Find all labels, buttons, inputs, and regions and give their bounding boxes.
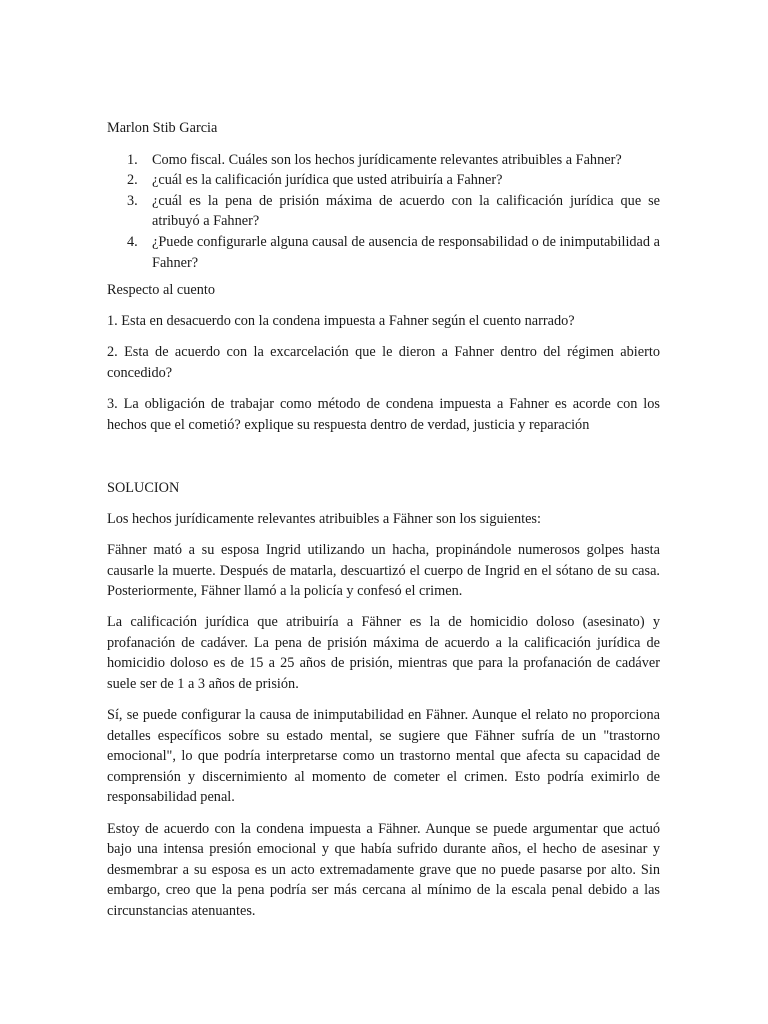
question-number: 1. <box>127 151 138 168</box>
cuento-question-3: 3. La obligación de trabajar como método de condena impuesta a Fahner es acorde con los hechos que el cometió? explique su respuesta dentro de verdad, justicia y reparación <box>107 396 660 433</box>
question-item-1 <box>107 150 660 171</box>
solution-intro: Los hechos jurídicamente relevantes atribuibles a Fähner son los siguientes: <box>107 510 541 527</box>
question-number: 3. <box>127 192 138 209</box>
cuento-question-2: 2. Esta de acuerdo con la excarcelación que le dieron a Fahner dentro del régimen abierto concedido? <box>107 344 660 381</box>
document-page <box>107 118 660 932</box>
solution-paragraph-qualification: La calificación jurídica que atribuiría a Fähner es la de homicidio doloso (asesinato) y profanación de cadáver. La pena de prisión máxima de acuerdo a la calificación jurídica de homicidio doloso es de 15 a 25 años de prisión, mientras que para la profanación de cadáver suele ser de 1 a 3 años de prisión. <box>107 614 660 692</box>
question-text: ¿cuál es la calificación jurídica que usted atribuiría a Fahner? <box>152 172 503 189</box>
question-text: Como fiscal. Cuáles son los hechos jurídicamente relevantes atribuibles a Fahner? <box>152 151 622 168</box>
question-item-4 <box>107 232 660 273</box>
author-name: Marlon Stib Garcia <box>107 120 218 136</box>
cuento-heading: Respecto al cuento <box>107 282 215 299</box>
question-text: ¿cuál es la pena de prisión máxima de acuerdo con la calificación jurídica que se atribuyó a Fahner? <box>152 192 660 230</box>
question-text: ¿Puede configurarle alguna causal de ausencia de responsabilidad o de inimputabilidad a Fahner? <box>152 233 660 271</box>
solution-heading: SOLUCION <box>107 480 180 497</box>
question-item-3 <box>107 191 660 232</box>
cuento-question-1: 1. Esta en desacuerdo con la condena impuesta a Fahner según el cuento narrado? <box>107 313 575 330</box>
solution-paragraph-opinion: Estoy de acuerdo con la condena impuesta a Fähner. Aunque se puede argumentar que actuó bajo una intensa presión emocional y que había sufrido durante años, el hecho de asesinar y desmembrar a su esposa es un acto extremadamente grave que no puede pasarse por alto. Sin embargo, creo que la pena podría ser más cercana al mínimo de la escala penal debido a las circunstancias atenuantes. <box>107 820 660 919</box>
question-list <box>107 150 660 274</box>
solution-paragraph-facts: Fähner mató a su esposa Ingrid utilizando un hacha, propinándole numerosos golpes hasta causarle la muerte. Después de matarla, descuartizó el cuerpo de Ingrid en el sótano de su casa. Posteriormente, Fähner llamó a la policía y confesó el crimen. <box>107 541 660 600</box>
solution-paragraph-inimputability: Sí, se puede configurar la causa de inimputabilidad en Fähner. Aunque el relato no proporciona detalles específicos sobre su estado mental, se sugiere que Fähner sufría de un "trastorno emocional", lo que podría interpretarse como un trastorno mental que afecta su capacidad de comprensión y discernimiento al momento de cometer el crimen. Esto podría eximirlo de responsabilidad penal. <box>107 707 660 806</box>
question-number: 2. <box>127 172 138 189</box>
question-item-2 <box>107 170 660 191</box>
question-number: 4. <box>127 233 138 250</box>
